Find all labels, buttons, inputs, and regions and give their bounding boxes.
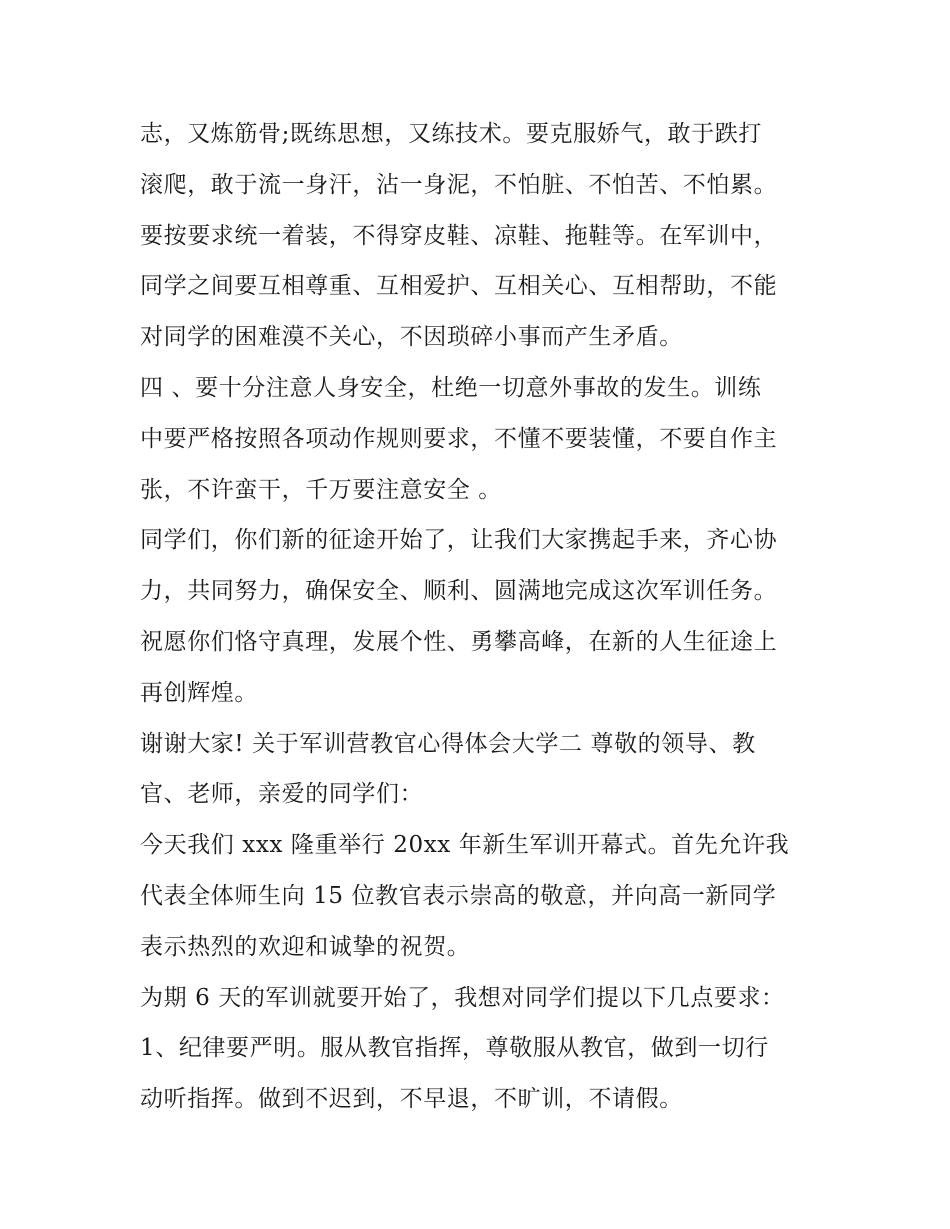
text-line: 要按要求统一着装，不得穿皮鞋、凉鞋、拖鞋等。在军训中， [140,222,778,249]
text-line: 祝愿你们恪守真理，发展个性、勇攀高峰，在新的人生征途上 [140,628,778,655]
text-line: 谢谢大家! 关于军训营教官心得体会大学二 尊敬的领导、教 [140,730,756,757]
text-line: 今天我们 xxx 隆重举行 20xx 年新生军训开幕式。首先允许我 [140,832,790,859]
text-line: 张，不许蛮干，千万要注意安全 。 [140,476,502,503]
text-line: 代表全体师生向 15 位教官表示崇高的敬意，并向高一新同学 [140,882,777,909]
text-line: 再创辉煌。 [140,679,258,706]
text-line: 表示热烈的欢迎和诚挚的祝贺。 [140,933,471,960]
text-line: 滚爬，敢于流一身汗，沾一身泥，不怕脏、不怕苦、不怕累。 [140,171,778,198]
text-line: 动听指挥。做到不迟到，不早退，不旷训，不请假。 [140,1086,683,1113]
document-body [140,109,820,1125]
text-line: 官、老师，亲爱的同学们： [140,781,424,808]
text-line: 力，共同努力，确保安全、顺利、圆满地完成这次军训任务。 [140,578,778,605]
text-line: 志，又炼筋骨;既练思想，又练技术。要克服娇气，敢于跌打 [140,121,762,147]
text-line: 四 、要十分注意人身安全，杜绝一切意外事故的发生。训练 [140,374,762,401]
text-line: 同学之间要互相尊重、互相爱护、互相关心、互相帮助，不能 [140,273,778,300]
text-line: 1、纪律要严明。服从教官指挥，尊敬服从教官，做到一切行 [140,1035,769,1062]
text-line: 同学们，你们新的征途开始了，让我们大家携起手来，齐心协 [140,527,778,554]
text-line: 中要严格按照各项动作规则要求，不懂不要装懂，不要自作主 [140,425,778,452]
text-line: 为期 6 天的军训就要开始了，我想对同学们提以下几点要求： [140,984,785,1011]
text-line: 对同学的困难漠不关心，不因琐碎小事而产生矛盾。 [140,324,683,351]
